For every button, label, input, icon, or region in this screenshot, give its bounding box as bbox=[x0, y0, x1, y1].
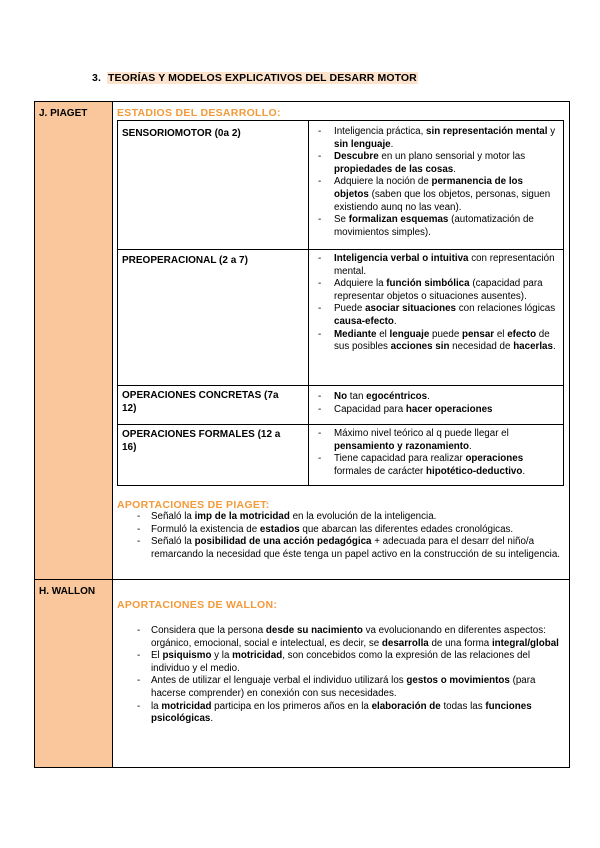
text: (capacidad para representar objetos o situaciones ausentes). bbox=[334, 278, 543, 302]
stage-description bbox=[314, 428, 559, 478]
text: Se bbox=[334, 214, 349, 226]
stages-title: ESTADIOS DEL DESARROLLO: bbox=[117, 107, 281, 119]
bold-text: propiedades de las cosas bbox=[334, 163, 454, 175]
section-title: TEORÍAS Y MODELOS EXPLICATIVOS DEL DESARR MOTOR bbox=[108, 72, 417, 84]
text: , son concebidos como la expresión de las relaciones del individuo y el medio. bbox=[151, 650, 531, 674]
bold-text: estadios bbox=[259, 523, 300, 535]
text: . bbox=[210, 713, 214, 725]
bullet-item bbox=[314, 428, 559, 453]
text: Capacidad para bbox=[334, 403, 406, 415]
bold-text: efecto bbox=[507, 328, 537, 340]
bullet-item bbox=[314, 126, 559, 151]
text: Adquiere la bbox=[334, 278, 387, 290]
stage-name: SENSORIOMOTOR (0a 2) bbox=[122, 128, 241, 139]
bold-text: elaboración de bbox=[371, 700, 441, 712]
stage-name: OPERACIONES CONCRETAS (7a 12) bbox=[122, 390, 279, 414]
bold-text: lenguaje bbox=[389, 328, 430, 340]
text: necesidad de bbox=[449, 341, 514, 353]
text: en la evolución de la inteligencia. bbox=[289, 511, 437, 522]
stage-name: OPERACIONES FORMALES (12 a 16) bbox=[122, 429, 281, 453]
bullet-item bbox=[117, 524, 565, 537]
bullet-item bbox=[314, 303, 559, 328]
text: Considera que la persona bbox=[151, 625, 266, 636]
bold-text: hacer operaciones bbox=[405, 403, 493, 415]
stages-column-divider bbox=[308, 121, 309, 485]
text: . bbox=[469, 440, 472, 452]
text: y la bbox=[211, 650, 233, 662]
bold-text: motricidad bbox=[232, 650, 283, 662]
stage-divider bbox=[118, 424, 563, 425]
text: Señaló la bbox=[151, 511, 195, 522]
text: Tiene capacidad para realizar bbox=[334, 453, 466, 465]
piaget-contributions-list bbox=[117, 511, 565, 561]
wallon-contributions-title: APORTACIONES DE WALLON: bbox=[117, 599, 278, 611]
bold-text: pensamiento y razonamiento bbox=[334, 440, 470, 452]
bold-text: operaciones bbox=[465, 453, 524, 465]
bullet-item bbox=[117, 701, 565, 726]
text: de una forma bbox=[428, 637, 492, 649]
bold-text: egocéntricos bbox=[366, 391, 428, 402]
text: (automatización de movimientos simples). bbox=[334, 214, 534, 238]
text: (saben que los objetos, personas, siguen existiendo aunq no las vean). bbox=[334, 188, 551, 213]
author-label-piaget: J. PIAGET bbox=[39, 108, 88, 119]
bold-text: hipotético-deductivo bbox=[426, 465, 523, 477]
text: + adecuada para el desarr del niño/a remarcando la necesidad que éste tenga un papel activo en la construcción de su inteligencia. bbox=[151, 536, 561, 560]
bold-text: psiquismo bbox=[162, 650, 212, 662]
stage-description bbox=[314, 126, 559, 239]
stage-divider bbox=[118, 249, 563, 250]
text: . bbox=[522, 465, 526, 477]
bullet-item bbox=[314, 151, 559, 176]
bullet-item bbox=[314, 329, 559, 354]
stage-divider bbox=[118, 385, 563, 386]
bold-text: asociar situaciones bbox=[365, 303, 456, 315]
text: con representación mental. bbox=[334, 253, 555, 277]
text: va evolucionando en diferentes aspectos: orgánico, emocional, social e intelectual, es decir, se bbox=[151, 625, 546, 649]
bold-text: Descubre bbox=[334, 151, 379, 163]
bold-text: desarrolla bbox=[381, 637, 429, 649]
row-divider bbox=[35, 579, 569, 580]
bullet-item bbox=[314, 453, 559, 478]
stages-table bbox=[117, 120, 564, 486]
bold-text: funciones psicológicas bbox=[151, 700, 532, 725]
text: Puede bbox=[334, 303, 366, 315]
stage-name: PREOPERACIONAL (2 a 7) bbox=[122, 255, 248, 266]
bold-text: sin lenguaje bbox=[334, 138, 391, 150]
text: El bbox=[151, 650, 163, 662]
text: la bbox=[151, 700, 162, 712]
bold-text: formalizan esquemas bbox=[348, 214, 449, 226]
bullet-item bbox=[314, 214, 559, 239]
author-column bbox=[35, 102, 113, 767]
bold-text: causa-efecto bbox=[334, 315, 394, 327]
text: . bbox=[393, 315, 397, 327]
wallon-contributions-list bbox=[117, 625, 565, 726]
bold-text: hacerlas bbox=[513, 341, 553, 353]
text: todas las bbox=[440, 700, 486, 712]
bold-text: imp de la motricidad bbox=[194, 511, 290, 522]
section-heading bbox=[92, 72, 418, 84]
text: que abarcan las diferentes edades cronológicas. bbox=[299, 523, 514, 535]
bold-text: gestos o movimientos bbox=[406, 675, 510, 687]
text: el bbox=[494, 328, 508, 340]
theories-table bbox=[34, 101, 570, 768]
text: Formuló la existencia de bbox=[151, 523, 260, 535]
text: . bbox=[427, 391, 430, 402]
bullet-item bbox=[117, 625, 565, 650]
bullet-item bbox=[314, 176, 559, 214]
bullet-item bbox=[117, 675, 565, 700]
text: formales de carácter bbox=[334, 465, 427, 477]
text: Inteligencia práctica, bbox=[334, 126, 427, 137]
bold-text: acciones sin bbox=[390, 341, 450, 353]
bold-text: posibilidad de una acción pedagógica bbox=[194, 536, 372, 548]
bullet-item bbox=[314, 404, 559, 417]
author-label-wallon: H. WALLON bbox=[39, 586, 96, 597]
text: de sus posibles bbox=[334, 328, 550, 353]
bullet-item bbox=[314, 391, 559, 404]
section-number: 3. bbox=[92, 72, 101, 84]
bold-text: integral/global bbox=[491, 637, 559, 649]
bullet-item bbox=[314, 253, 559, 278]
bold-text: desde su nacimiento bbox=[265, 625, 363, 636]
bold-text: permanencia de los objetos bbox=[334, 176, 523, 200]
text: Máximo nivel teórico al q puede llegar el bbox=[334, 428, 509, 439]
bullet-item bbox=[117, 536, 565, 561]
stage-description bbox=[314, 253, 559, 354]
bullet-item bbox=[117, 650, 565, 675]
bold-text: sin representación mental bbox=[426, 126, 548, 137]
text: Señaló la bbox=[151, 536, 195, 548]
bold-text: Mediante bbox=[334, 328, 377, 340]
text: puede bbox=[429, 328, 462, 340]
text: (para hacerse comprender) en conexión con sus necesidades. bbox=[151, 675, 536, 699]
bullet-item bbox=[314, 278, 559, 303]
text: con relaciones lógicas bbox=[456, 303, 556, 315]
text: . bbox=[390, 138, 394, 150]
text: participa en los primeros años en la bbox=[211, 700, 372, 712]
bold-text: motricidad bbox=[161, 700, 212, 712]
text: . bbox=[552, 341, 556, 353]
text: en un plano sensorial y motor las bbox=[378, 151, 526, 163]
bold-text: Inteligencia verbal o intuitiva bbox=[334, 253, 469, 264]
text: Antes de utilizar el lenguaje verbal el individuo utilizará los bbox=[151, 675, 407, 687]
text: y bbox=[547, 126, 556, 137]
text: . bbox=[453, 163, 456, 175]
stage-description bbox=[314, 391, 559, 416]
text: el bbox=[376, 328, 390, 340]
bold-text: función simbólica bbox=[386, 278, 470, 290]
bold-text: No bbox=[334, 391, 348, 402]
bullet-item bbox=[117, 511, 565, 524]
piaget-contributions-title: APORTACIONES DE PIAGET: bbox=[117, 499, 270, 511]
text: tan bbox=[347, 391, 367, 402]
text: Adquiere la noción de bbox=[334, 176, 432, 188]
bold-text: pensar bbox=[461, 328, 495, 340]
